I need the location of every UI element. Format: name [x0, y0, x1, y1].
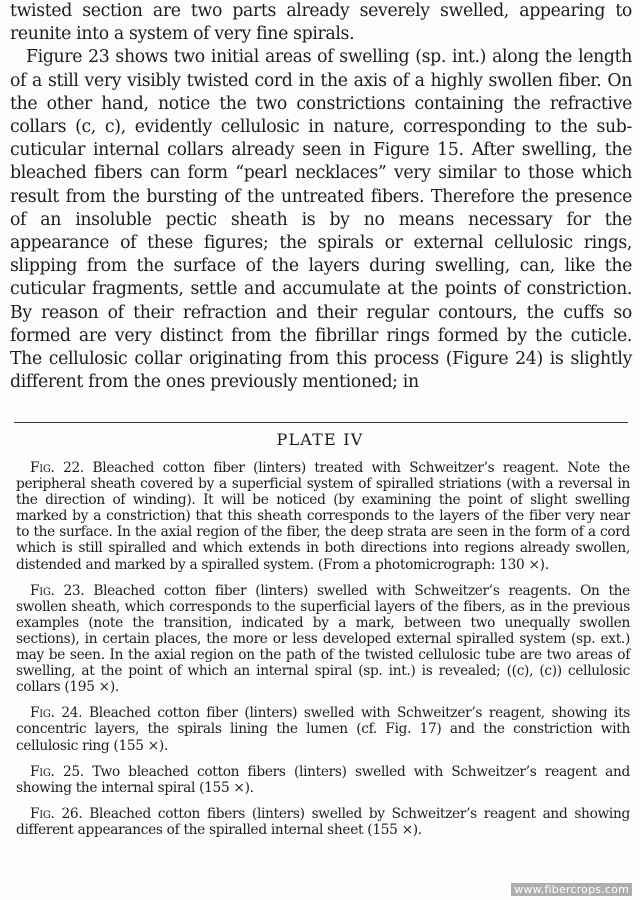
caption-label: Fig. 23. — [30, 582, 85, 599]
caption-label: Fig. 22. — [30, 460, 84, 476]
caption-text: Bleached cotton fibers (linters) swelled by Schweitzer’s reagent and showing different appearances of the spiralled internal sheet (155 ×). — [16, 805, 630, 838]
watermark: www.fibercrops.com — [511, 883, 632, 896]
caption-fig-25 — [16, 764, 630, 796]
plate-captions — [16, 460, 630, 848]
caption-text: Bleached cotton fiber (linters) treated with Schweitzer’s reagent. Note the peripheral sheath covered by a superficial system of spiralled striations (with a reversal in the direction of winding). It will be noticed (by examining the point of slight swelling marked by a constriction) that this sheath corresponds to the layers of the fiber very near to the surface. In the axial region of the fiber, the deep strata are seen in the form of a cord which is still spiralled and which extends in both directions into regions already swollen, distended and marked by a spiralled system. (From a photomicrograph: 130 ×). — [16, 460, 630, 573]
caption-label: Fig. 26. — [30, 805, 83, 822]
plate-title: PLATE IV — [276, 430, 364, 449]
caption-fig-24 — [16, 705, 630, 753]
caption-label: Fig. 24. — [30, 705, 83, 722]
caption-fig-23 — [16, 583, 630, 696]
caption-fig-26 — [16, 806, 630, 838]
caption-text: Two bleached cotton fibers (linters) swelled with Schweitzer’s reagent and showing the internal spiral (155 ×). — [16, 763, 630, 796]
section-divider — [14, 422, 628, 423]
caption-text: Bleached cotton fiber (linters) swelled with Schweitzer’s reagent, showing its concentric layers, the spirals lining the lumen (cf. Fig. 17) and the constriction with cellulosic ring (155 ×). — [16, 705, 630, 754]
body-paragraph-continued: twisted section are two parts already severely swelled, appearing to reunite into a system of very fine spirals. — [10, 1, 632, 45]
body-text — [10, 0, 632, 394]
caption-fig-22 — [16, 460, 630, 573]
caption-label: Fig. 25. — [30, 763, 84, 780]
caption-text: Bleached cotton fiber (linters) swelled with Schweitzer’s reagents. On the swollen sheath, which corresponds to the superficial layers of the fibers, as in the previous examples (note the transition, indicated by a mark, between two unequally swollen sections), in certain places, the more or less developed external spiralled system (sp. ext.) may be seen. In the axial region on the path of the twisted cellulosic tube are two areas of swelling, at the point of which an internal spiral (sp. int.) is revealed; ((c), (c)) cellulosic collars (195 ×). — [16, 582, 630, 696]
body-paragraph-figure-23: Figure 23 shows two initial areas of swelling (sp. int.) along the length of a still very visibly twisted cord in the axis of a highly swollen fiber. On the other hand, notice the two constrictions containing the refractive collars (c, c), evidently cellulosic in nature, corresponding to the sub-cuticular internal collars already seen in Figure 15. After swelling, the bleached fibers can form “pearl necklaces” very similar to those which result from the bursting of the untreated fibers. Therefore the presence of an insoluble pectic sheath is by no means necessary for the appearance of these figures; the spirals or external cellulosic rings, slipping from the surface of the layers during swelling, can, like the cuticular fragments, settle and accumulate at the points of constriction. By reason of their refraction and their regular contours, the cuffs so formed are very distinct from the fibrillar rings formed by the cuticle. The cellulosic collar originating from this process (Figure 24) is slightly different from the ones previously mentioned; in — [10, 47, 632, 393]
